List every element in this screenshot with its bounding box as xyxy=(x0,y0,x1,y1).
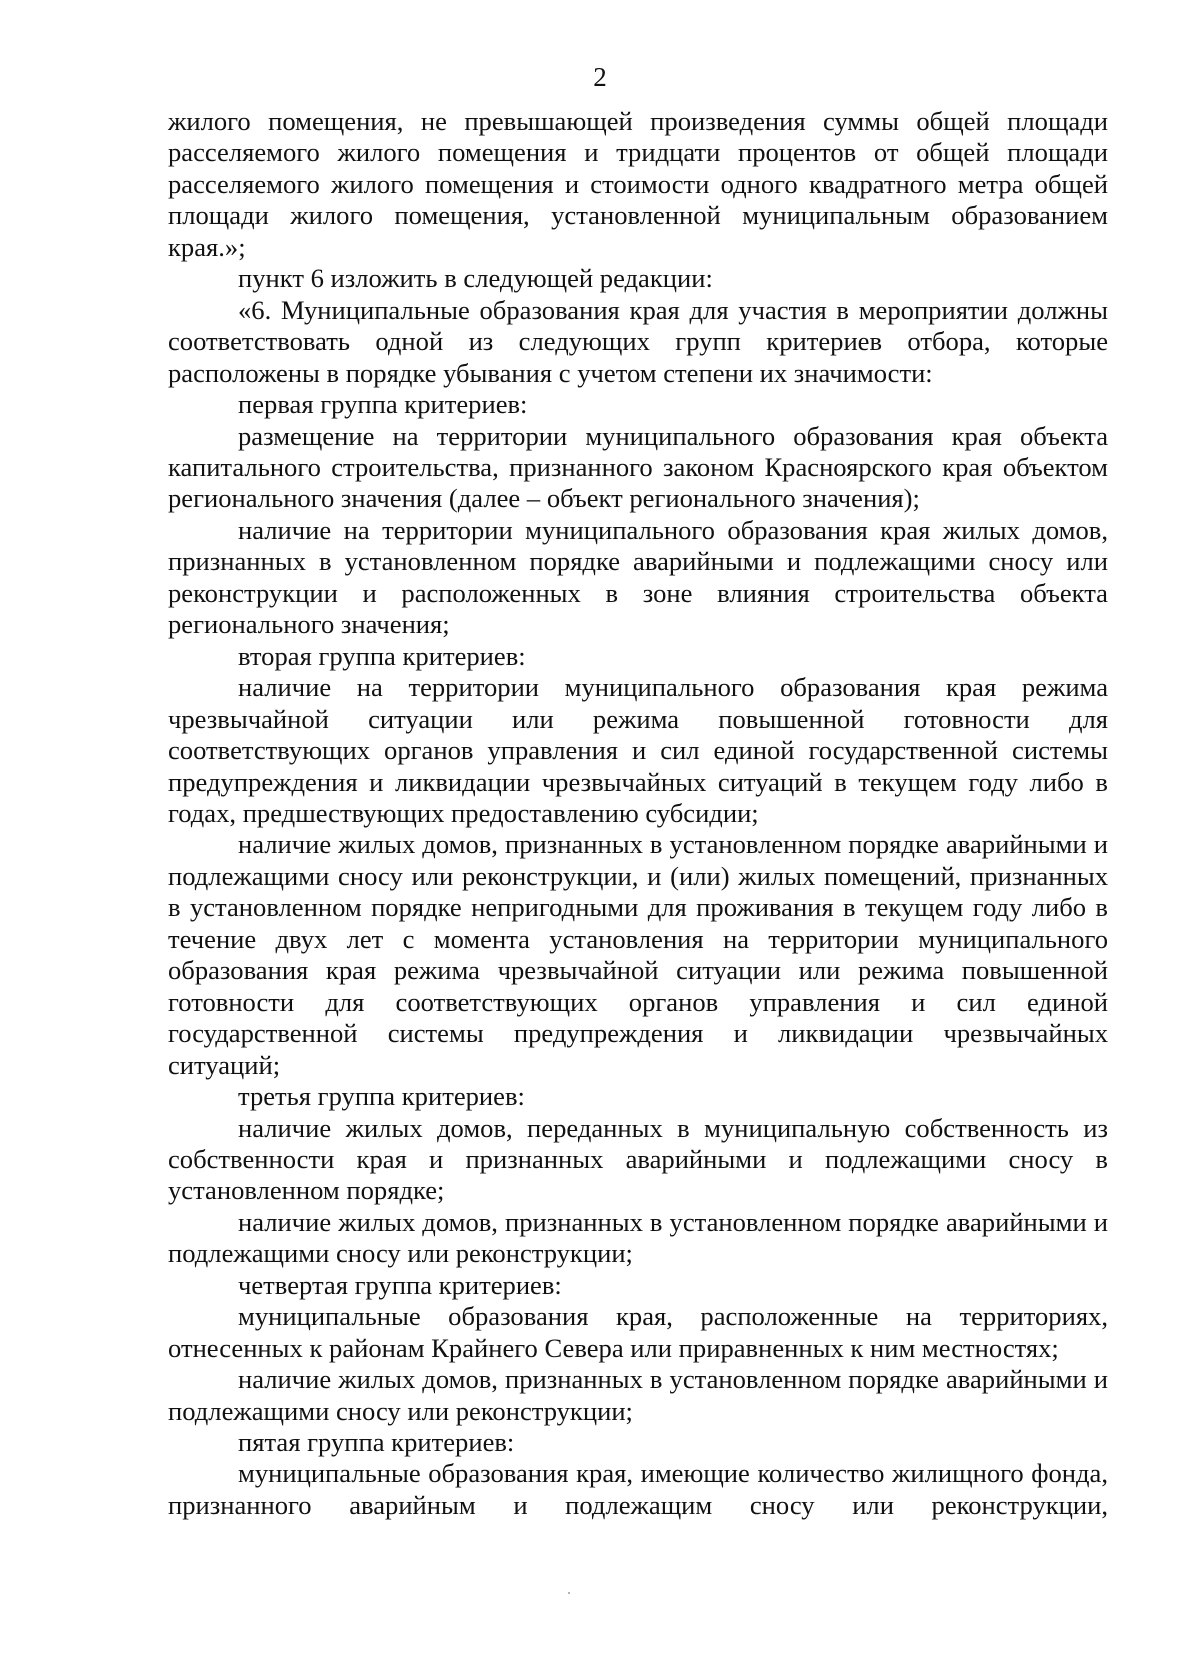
criterion-paragraph: муниципальные образования края, расположенные на территориях, отнесенных к районам Крайнего Севера или приравненных к ним местностях; xyxy=(168,1301,1108,1363)
scan-speck xyxy=(568,1592,570,1594)
group-heading-first: первая группа критериев: xyxy=(238,389,528,420)
criterion-paragraph: муниципальные образования края, имеющие количество жилищного фонда, признанного аварийным и подлежащим сносу или реконструкции, xyxy=(168,1458,1108,1520)
criterion-paragraph: размещение на территории муниципального образования края объекта капитального строительства, признанного законом Красноярского края объектом регионального значения (далее – объект регионального значения); xyxy=(168,420,1108,514)
paragraph-clause-6: «6. Муниципальные образования края для участия в мероприятии должны соответствовать одной из следующих групп критериев отбора, которые расположены в порядке убывания с учетом степени их значимости: xyxy=(168,294,1108,388)
page-number: 2 xyxy=(593,62,607,92)
paragraph-instruction: пункт 6 изложить в следующей редакции: xyxy=(238,263,713,294)
criterion-paragraph: наличие жилых домов, переданных в муниципальную собственность из собственности края и признанных аварийными и подлежащими сносу в установленном порядке; xyxy=(168,1112,1108,1206)
criterion-paragraph: наличие жилых домов, признанных в установленном порядке аварийными и подлежащими сносу или реконструкции, и (или) жилых помещений, признанных в установленном порядке непригодными для проживания в текущем году либо в течение двух лет с момента установления на территории муниципального образования края режима чрезвычайной ситуации или режима повышенной готовности для соответствующих органов управления и сил единой государственной системы предупреждения и ликвидации чрезвычайных ситуаций; xyxy=(168,829,1108,1080)
group-heading-fifth: пятая группа критериев: xyxy=(238,1427,515,1458)
group-heading-third: третья группа критериев: xyxy=(238,1081,525,1112)
group-heading-fourth: четвертая группа критериев: xyxy=(238,1269,562,1300)
criterion-paragraph: наличие на территории муниципального образования края режима чрезвычайной ситуации или режима повышенной готовности для соответствующих органов управления и сил единой государственной системы предупреждения и ликвидации чрезвычайных ситуаций в текущем году либо в годах, предшествующих предоставлению субсидии; xyxy=(168,672,1108,828)
criterion-paragraph: наличие жилых домов, признанных в установленном порядке аварийными и подлежащими сносу или реконструкции; xyxy=(168,1206,1108,1269)
criterion-paragraph: наличие жилых домов, признанных в установленном порядке аварийными и подлежащими сносу или реконструкции; xyxy=(168,1364,1108,1426)
document-body xyxy=(168,106,1108,1521)
group-heading-second: вторая группа критериев: xyxy=(238,640,526,671)
criterion-paragraph: наличие на территории муниципального образования края жилых домов, признанных в установленном порядке аварийными и подлежащими сносу или реконструкции и расположенных в зоне влияния строительства объекта регионального значения; xyxy=(168,514,1108,640)
paragraph-continuation: жилого помещения, не превышающей произведения суммы общей площади расселяемого жилого помещения и тридцати процентов от общей площади расселяемого жилого помещения и стоимости одного квадратного метра общей площади жилого помещения, установленной муниципальным образованием края.»; xyxy=(168,106,1108,262)
